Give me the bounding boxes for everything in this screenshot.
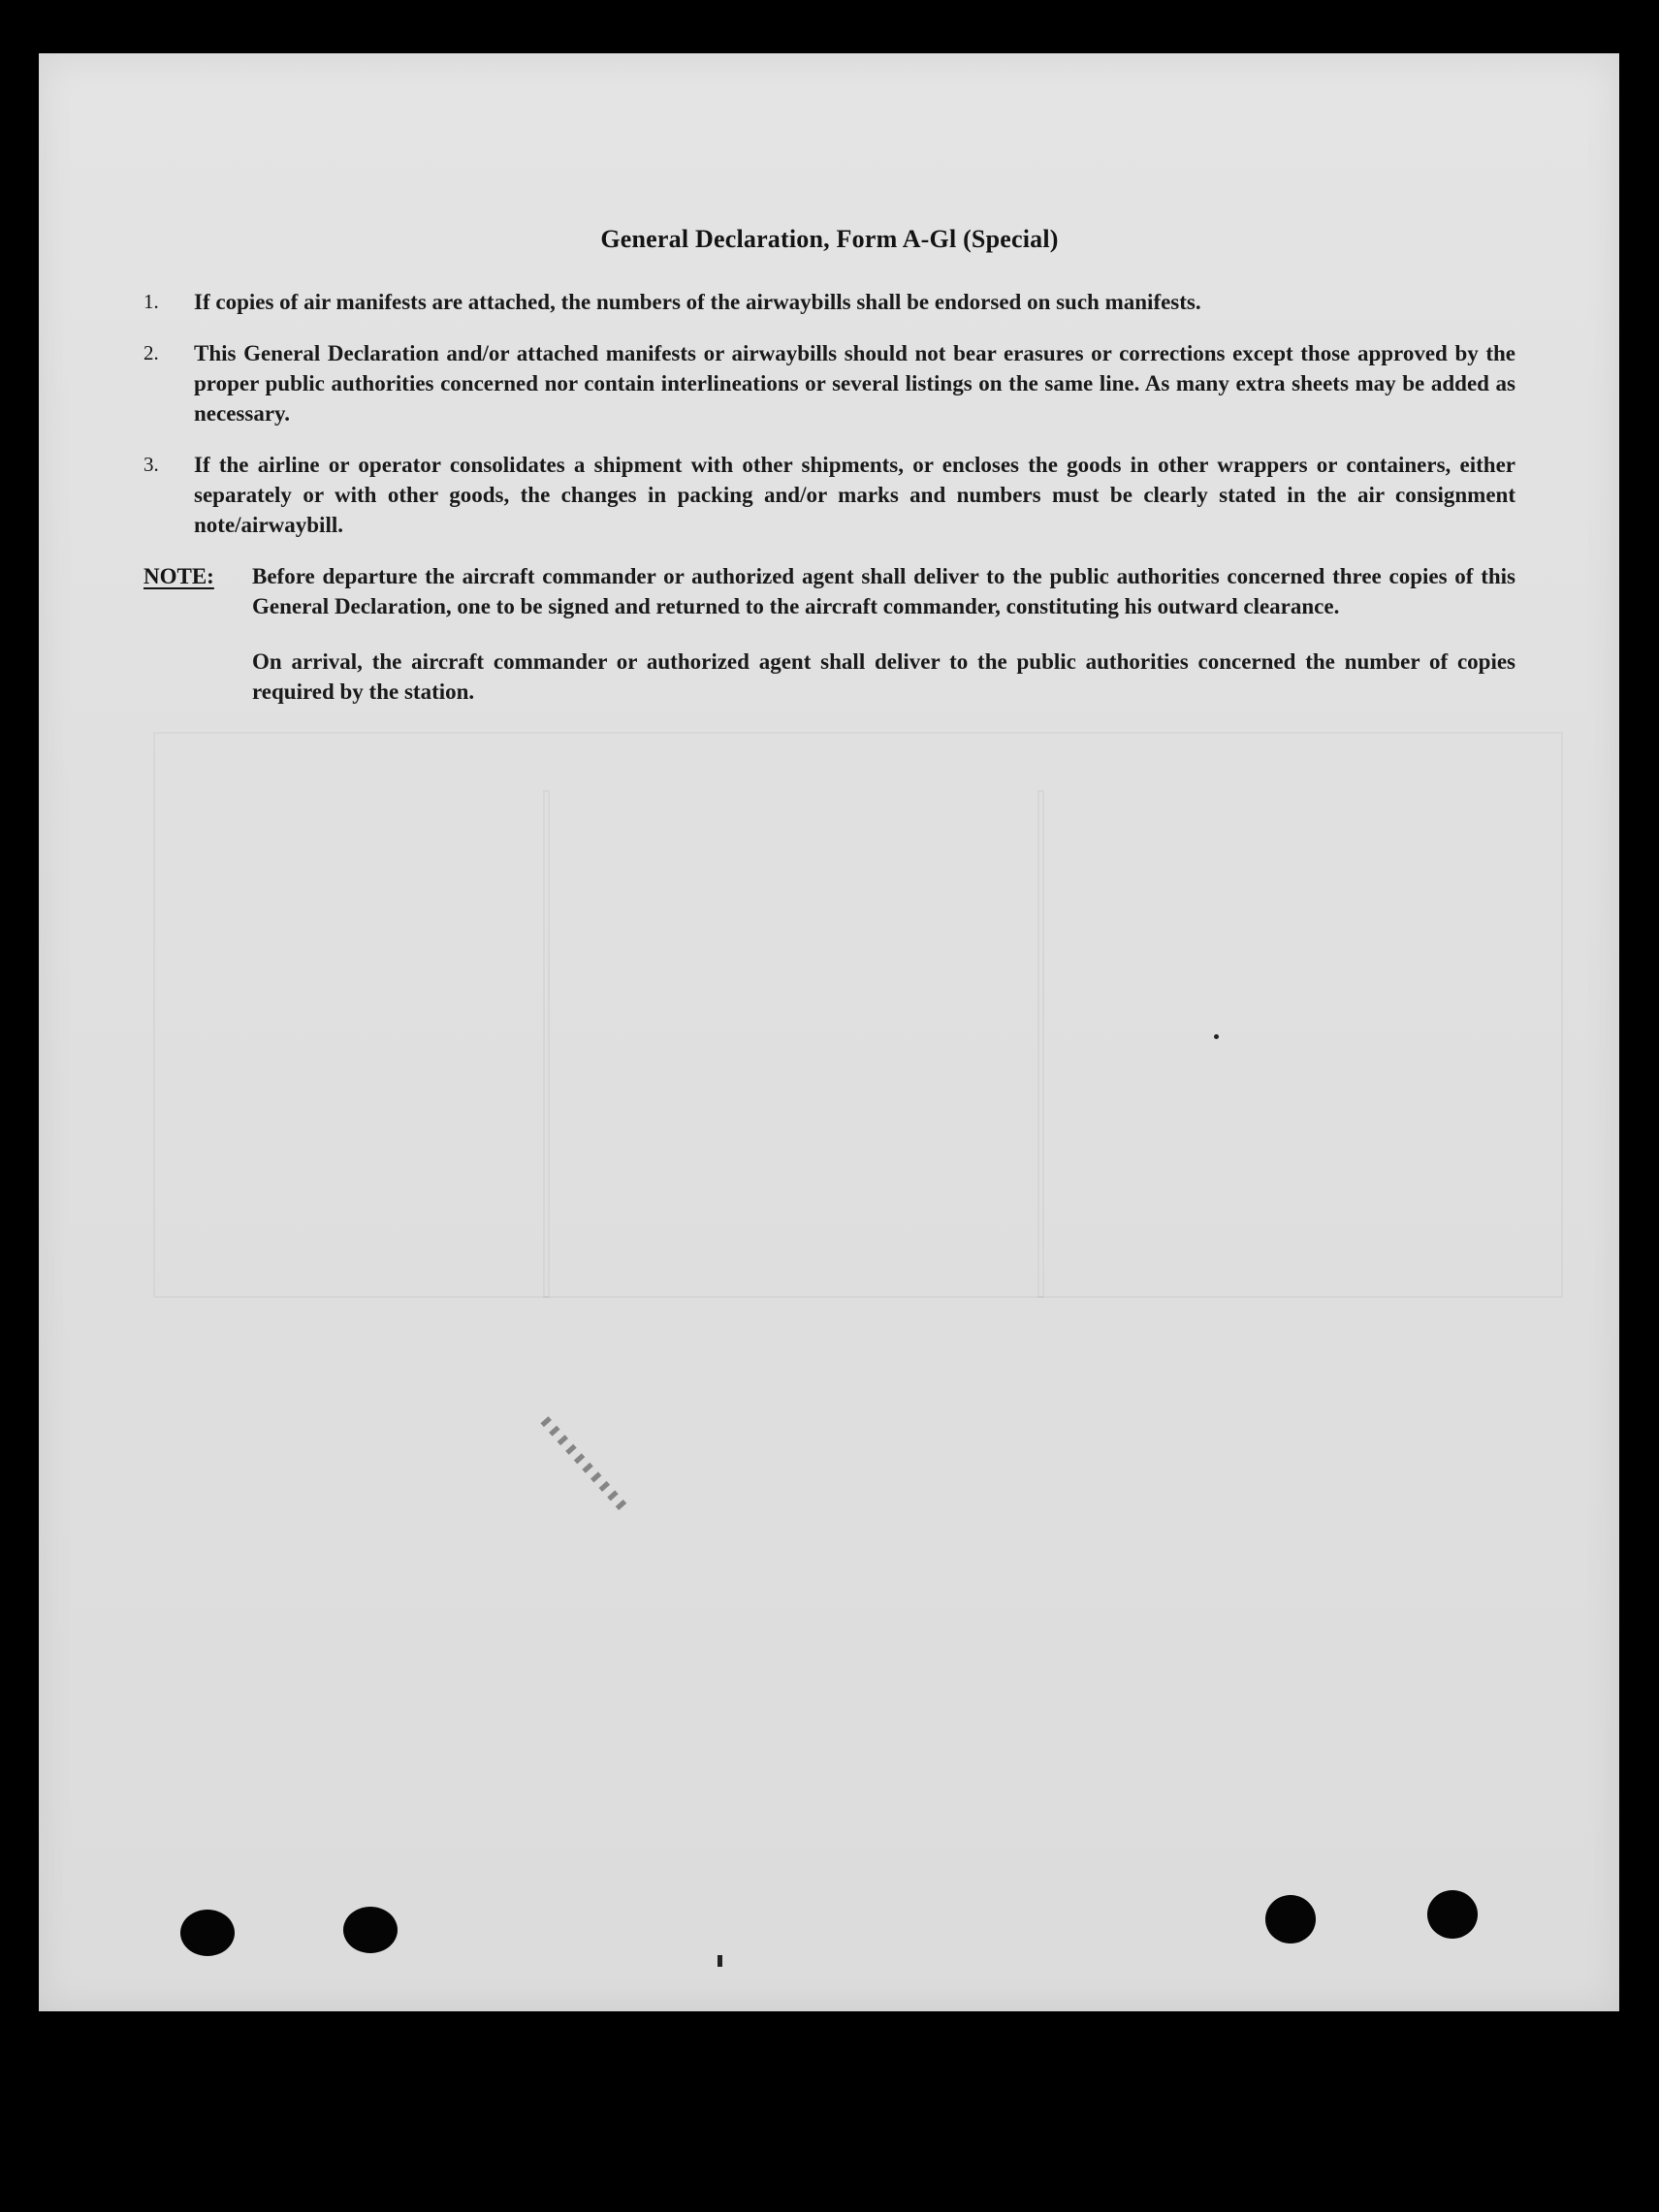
instruction-item — [144, 450, 1515, 540]
stray-mark — [718, 1955, 722, 1967]
item-number: 1. — [144, 290, 159, 313]
item-text: This General Declaration and/or attached manifests or airwaybills should not bear erasures or corrections except those approved by the proper public authorities concerned nor contain interlineations or several listings on the same line. As many extra sheets may be added as necessary. — [194, 341, 1515, 426]
instruction-item — [144, 338, 1515, 428]
note-section — [144, 561, 1515, 732]
item-number: 2. — [144, 341, 159, 364]
note-paragraph: On arrival, the aircraft commander or authorized agent shall deliver to the public authorities concerned the number of copies required by the station. — [252, 649, 1515, 704]
paper-sheet — [39, 53, 1619, 2011]
item-text: If copies of air manifests are attached, the numbers of the airwaybills shall be endorsed on such manifests. — [194, 290, 1201, 314]
punch-hole — [180, 1910, 235, 1956]
punch-hole — [343, 1907, 398, 1953]
stray-mark — [1214, 1034, 1219, 1039]
item-number: 3. — [144, 453, 159, 476]
note-body — [252, 561, 1515, 732]
page-title: General Declaration, Form A-Gl (Special) — [600, 225, 1059, 253]
punch-hole — [1427, 1890, 1478, 1939]
declaration-text — [144, 225, 1515, 732]
show-through-box — [543, 790, 550, 1298]
stamp-show-through: ▮▮▮▮▮▮▮▮▮▮ — [534, 1411, 633, 1518]
note-label: NOTE: — [144, 564, 214, 588]
punch-hole — [1265, 1895, 1316, 1943]
note-paragraph: Before departure the aircraft commander or authorized agent shall deliver to the public authorities concerned three copies of this General Declaration, one to be signed and returned to the aircraft commander, constituting his outward clearance. — [252, 564, 1515, 618]
show-through-box — [1037, 790, 1044, 1298]
instruction-item — [144, 287, 1515, 317]
show-through-box — [153, 732, 1563, 1298]
item-text: If the airline or operator consolidates a shipment with other shipments, or encloses the goods in other wrappers or containers, either separately or with other goods, the changes in packing and/or marks and numbers must be clearly stated in the air consignment note/airwaybill. — [194, 453, 1515, 537]
